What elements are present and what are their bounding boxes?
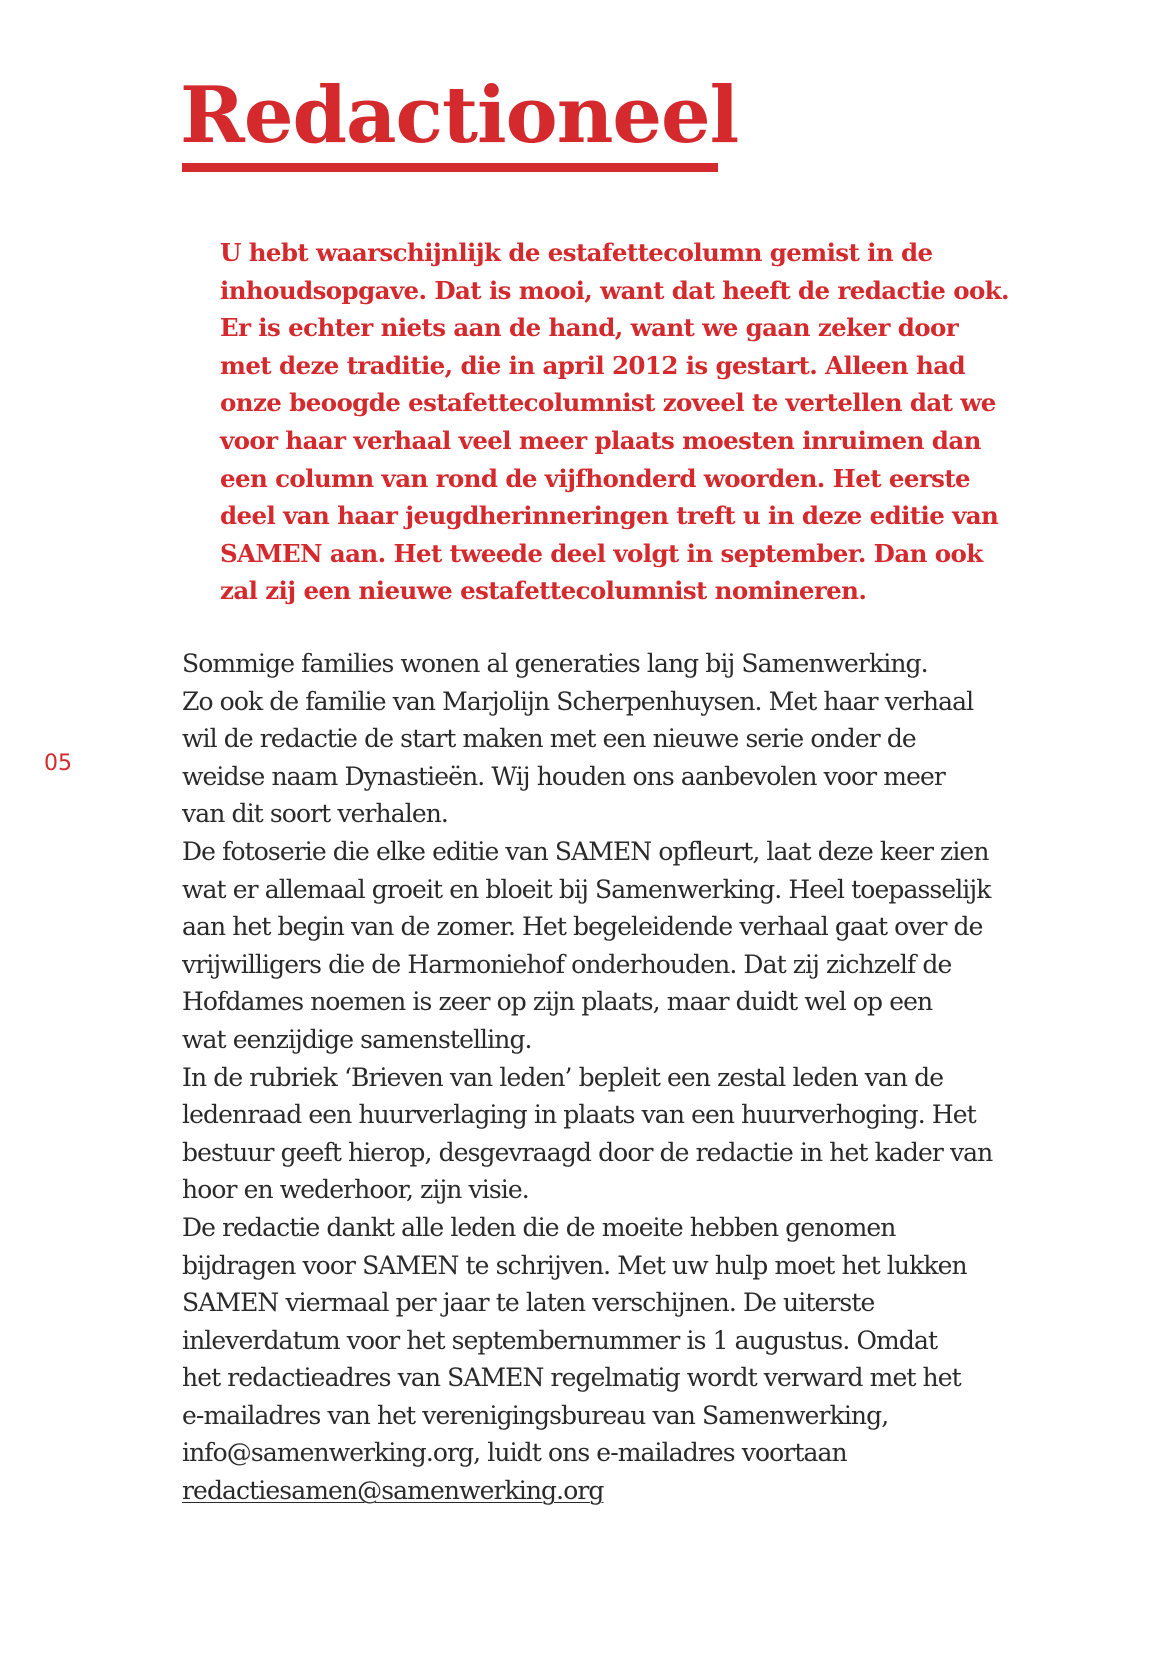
body-line: De redactie dankt alle leden die de moeite hebben genomen xyxy=(182,1212,896,1242)
page-title: Redactioneel xyxy=(180,70,739,161)
intro-line: voor haar verhaal veel meer plaats moesten inruimen dan xyxy=(220,425,981,455)
intro-line: onze beoogde estafettecolumnist zoveel te vertellen dat we xyxy=(220,388,996,418)
body-line: wat er allemaal groeit en bloeit bij Samenwerking. Heel toepasselijk xyxy=(182,874,991,904)
body-line: In de rubriek ‘Brieven van leden’ bepleit een zestal leden van de xyxy=(182,1062,944,1092)
email-link[interactable]: redactiesamen@samenwerking.org xyxy=(182,1476,604,1506)
body-line: van dit soort verhalen. xyxy=(182,799,448,829)
intro-line: zal zij een nieuwe estafettecolumnist nomineren. xyxy=(220,576,867,606)
intro-line: een column van rond de vijfhonderd woorden. Het eerste xyxy=(220,463,971,493)
intro-line: inhoudsopgave. Dat is mooi, want dat heeft de redactie ook. xyxy=(220,275,1009,305)
body-line: ledenraad een huurverlaging in plaats van een huurverhoging. Het xyxy=(182,1100,976,1130)
intro-paragraph xyxy=(220,234,1040,610)
body-line: Sommige families wonen al generaties lang bij Samenwerking. xyxy=(182,649,928,678)
body-line: info@samenwerking.org, luidt ons e-mailadres voortaan xyxy=(182,1438,847,1468)
intro-line: U hebt waarschijnlijk de estafettecolumn gemist in de xyxy=(220,238,933,267)
body-text xyxy=(182,645,1082,1510)
body-line: Zo ook de familie van Marjolijn Scherpenhuysen. Met haar verhaal xyxy=(182,686,974,716)
intro-line: deel van haar jeugdherinneringen treft u in deze editie van xyxy=(220,501,999,531)
intro-line: met deze traditie, die in april 2012 is gestart. Alleen had xyxy=(220,350,966,380)
body-line: hoor en wederhoor, zijn visie. xyxy=(182,1175,529,1205)
email-line xyxy=(182,1472,1082,1510)
intro-line: SAMEN aan. Het tweede deel volgt in september. Dan ook xyxy=(220,538,983,568)
body-line: wat eenzijdige samenstelling. xyxy=(182,1024,532,1054)
body-line: aan het begin van de zomer. Het begeleidende verhaal gaat over de xyxy=(182,912,983,942)
page-number: 05 xyxy=(44,751,72,776)
body-line: inleverdatum voor het septembernummer is 1 augustus. Omdat xyxy=(182,1325,938,1355)
body-line: e-mailadres van het verenigingsbureau van Samenwerking, xyxy=(182,1400,889,1430)
body-line: SAMEN viermaal per jaar te laten verschijnen. De uiterste xyxy=(182,1288,875,1318)
body-line: bestuur geeft hierop, desgevraagd door de redactie in het kader van xyxy=(182,1137,993,1167)
body-line: het redactieadres van SAMEN regelmatig wordt verward met het xyxy=(182,1363,961,1393)
intro-line: Er is echter niets aan de hand, want we gaan zeker door xyxy=(220,313,959,343)
body-line: De fotoserie die elke editie van SAMEN opfleurt, laat deze keer zien xyxy=(182,836,989,866)
body-line: wil de redactie de start maken met een nieuwe serie onder de xyxy=(182,724,916,754)
body-line: weidse naam Dynastieën. Wij houden ons aanbevolen voor meer xyxy=(182,761,945,791)
body-line: vrijwilligers die de Harmoniehof onderhouden. Dat zij zichzelf de xyxy=(182,949,952,979)
body-line: Hofdames noemen is zeer op zijn plaats, maar duidt wel op een xyxy=(182,987,933,1017)
body-line: bijdragen voor SAMEN te schrijven. Met uw hulp moet het lukken xyxy=(182,1250,967,1280)
title-underline xyxy=(182,163,718,172)
